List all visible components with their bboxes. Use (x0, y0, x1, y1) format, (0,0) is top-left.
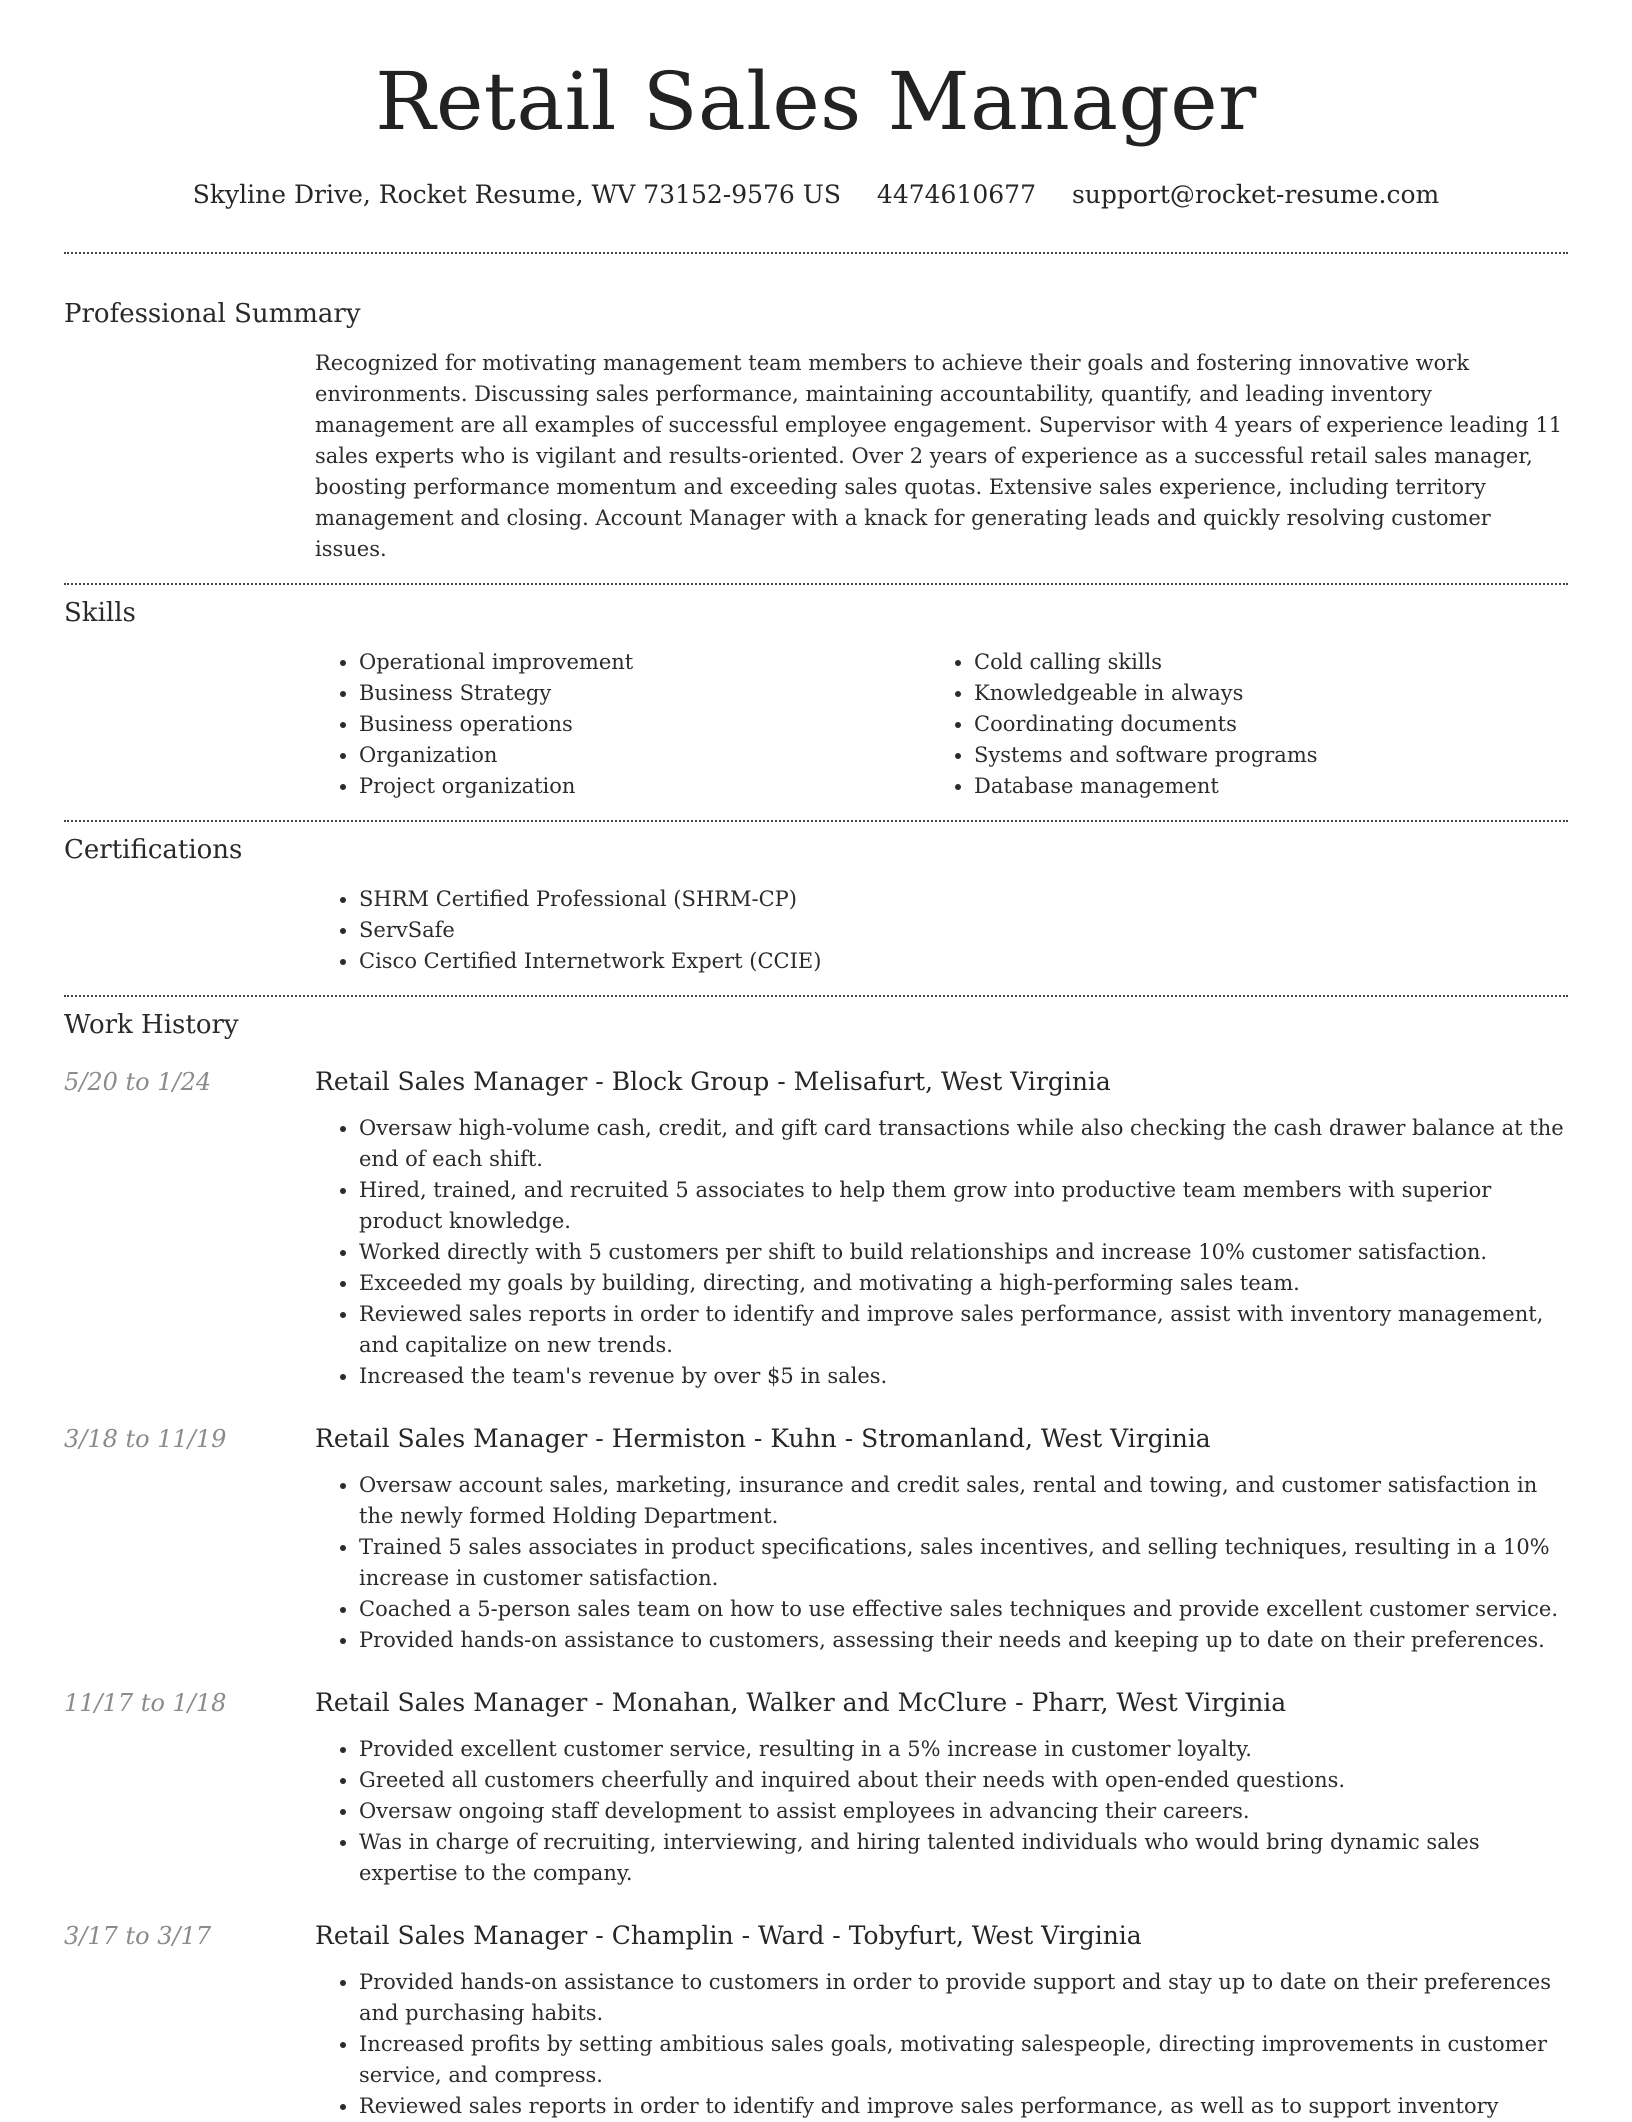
work-history-section (64, 997, 1568, 2122)
job-title: Retail Sales Manager - Block Group - Melisafurt, West Virginia (315, 1067, 1111, 1096)
skill-item: • Coordinating documents (974, 709, 1545, 740)
resume-name: Retail Sales Manager (375, 55, 1257, 148)
job-bullet-list (315, 1967, 1568, 2122)
contact-phone: 4474610677 (876, 180, 1036, 209)
job-bullet: • Provided excellent customer service, resulting in a 5% increase in customer loyalty. (359, 1734, 1568, 1765)
job-bullet: • Provided hands-on assistance to customers, assessing their needs and keeping up to date on their preferences. (359, 1625, 1568, 1656)
job-bullet: • Increased the team's revenue by over $5 in sales. (359, 1361, 1568, 1392)
job-entry (64, 1686, 1568, 1889)
skills-column-left (315, 647, 930, 802)
job-entry (64, 1065, 1568, 1392)
certification-item: • SHRM Certified Professional (SHRM-CP) (359, 884, 1568, 915)
skills-list-right (930, 647, 1545, 802)
job-title: Retail Sales Manager - Champlin - Ward - Tobyfurt, West Virginia (315, 1921, 1142, 1950)
skill-item: • Cold calling skills (974, 647, 1545, 678)
skill-item: • Organization (359, 740, 930, 771)
skill-item: • Project organization (359, 771, 930, 802)
job-bullet: • Worked directly with 5 customers per shift to build relationships and increase 10% customer satisfaction. (359, 1237, 1568, 1268)
job-bullet: • Greeted all customers cheerfully and inquired about their needs with open-ended questions. (359, 1765, 1568, 1796)
summary-text: Recognized for motivating management team members to achieve their goals and fostering innovative work environments. Discussing sales performance, maintaining accountability, quantify, and leading inventory management are all examples of successful employee engagement. Supervisor with 4 years of experience leading 11 sales experts who is vigilant and results-oriented. Over 2 years of experience as a successful retail sales manager, boosting performance momentum and exceeding sales quotas. Extensive sales experience, including territory management and closing. Account Manager with a knack for generating leads and quickly resolving customer issues. (315, 351, 1563, 561)
job-bullet: • Coached a 5-person sales team on how to use effective sales techniques and provide excellent customer service. (359, 1594, 1568, 1625)
contact-line (64, 178, 1568, 212)
summary-section (64, 254, 1568, 565)
job-bullet-list (315, 1113, 1568, 1392)
skills-section (64, 585, 1568, 802)
job-dates: 5/20 to 1/24 (64, 1068, 212, 1096)
job-bullet: • Reviewed sales reports in order to identify and improve sales performance, as well as to support inventory (359, 2091, 1568, 2122)
skills-grid (315, 647, 1568, 802)
job-bullet: • Was in charge of recruiting, interviewing, and hiring talented individuals who would bring dynamic sales expertise to the company. (359, 1827, 1568, 1889)
job-bullet: • Trained 5 sales associates in product specifications, sales incentives, and selling techniques, resulting in a 10% increase in customer satisfaction. (359, 1532, 1568, 1594)
skill-item: • Operational improvement (359, 647, 930, 678)
job-title: Retail Sales Manager - Hermiston - Kuhn - Stromanland, West Virginia (315, 1424, 1211, 1453)
job-bullet: • Oversaw high-volume cash, credit, and gift card transactions while also checking the cash drawer balance at the end of each shift. (359, 1113, 1568, 1175)
skills-column-right (930, 647, 1545, 802)
work-history-heading: Work History (64, 1010, 239, 1040)
certification-item: • Cisco Certified Internetwork Expert (CCIE) (359, 946, 1568, 977)
job-entry (64, 1422, 1568, 1656)
certifications-list (315, 884, 1568, 977)
certification-item: • ServSafe (359, 915, 1568, 946)
job-bullets-wrap (315, 1113, 1568, 1392)
job-bullets-wrap (315, 1967, 1568, 2122)
summary-heading: Professional Summary (64, 299, 361, 329)
job-bullet-list (315, 1470, 1568, 1656)
job-bullets-wrap (315, 1470, 1568, 1656)
skill-item: • Business operations (359, 709, 930, 740)
skill-item: • Systems and software programs (974, 740, 1545, 771)
job-bullets-wrap (315, 1734, 1568, 1889)
contact-email: support@rocket-resume.com (1071, 180, 1440, 209)
job-bullet: • Exceeded my goals by building, directing, and motivating a high-performing sales team. (359, 1268, 1568, 1299)
skill-item: • Knowledgeable in always (974, 678, 1545, 709)
job-title: Retail Sales Manager - Monahan, Walker and McClure - Pharr, West Virginia (315, 1688, 1287, 1717)
certifications-heading: Certifications (64, 835, 243, 865)
skills-list-left (315, 647, 930, 802)
skill-item: • Business Strategy (359, 678, 930, 709)
job-bullet: • Hired, trained, and recruited 5 associates to help them grow into productive team members with superior product knowledge. (359, 1175, 1568, 1237)
contact-address: Skyline Drive, Rocket Resume, WV 73152-9576 US (192, 180, 841, 209)
skills-heading: Skills (64, 598, 136, 628)
job-dates: 3/18 to 11/19 (64, 1425, 227, 1453)
job-bullet: • Oversaw ongoing staff development to assist employees in advancing their careers. (359, 1796, 1568, 1827)
job-bullet: • Provided hands-on assistance to customers in order to provide support and stay up to date on their preferences and purchasing habits. (359, 1967, 1568, 2029)
job-bullet: • Oversaw account sales, marketing, insurance and credit sales, rental and towing, and customer satisfaction in the newly formed Holding Department. (359, 1470, 1568, 1532)
skill-item: • Database management (974, 771, 1545, 802)
job-bullet-list (315, 1734, 1568, 1889)
job-bullet: • Increased profits by setting ambitious sales goals, motivating salespeople, directing improvements in customer service, and compress. (359, 2029, 1568, 2091)
job-bullet: • Reviewed sales reports in order to identify and improve sales performance, assist with inventory management, and capitalize on new trends. (359, 1299, 1568, 1361)
job-dates: 3/17 to 3/17 (64, 1922, 212, 1950)
job-dates: 11/17 to 1/18 (64, 1689, 227, 1717)
certifications-list-wrap (315, 884, 1568, 977)
certifications-section (64, 822, 1568, 977)
job-entry (64, 1919, 1568, 2122)
